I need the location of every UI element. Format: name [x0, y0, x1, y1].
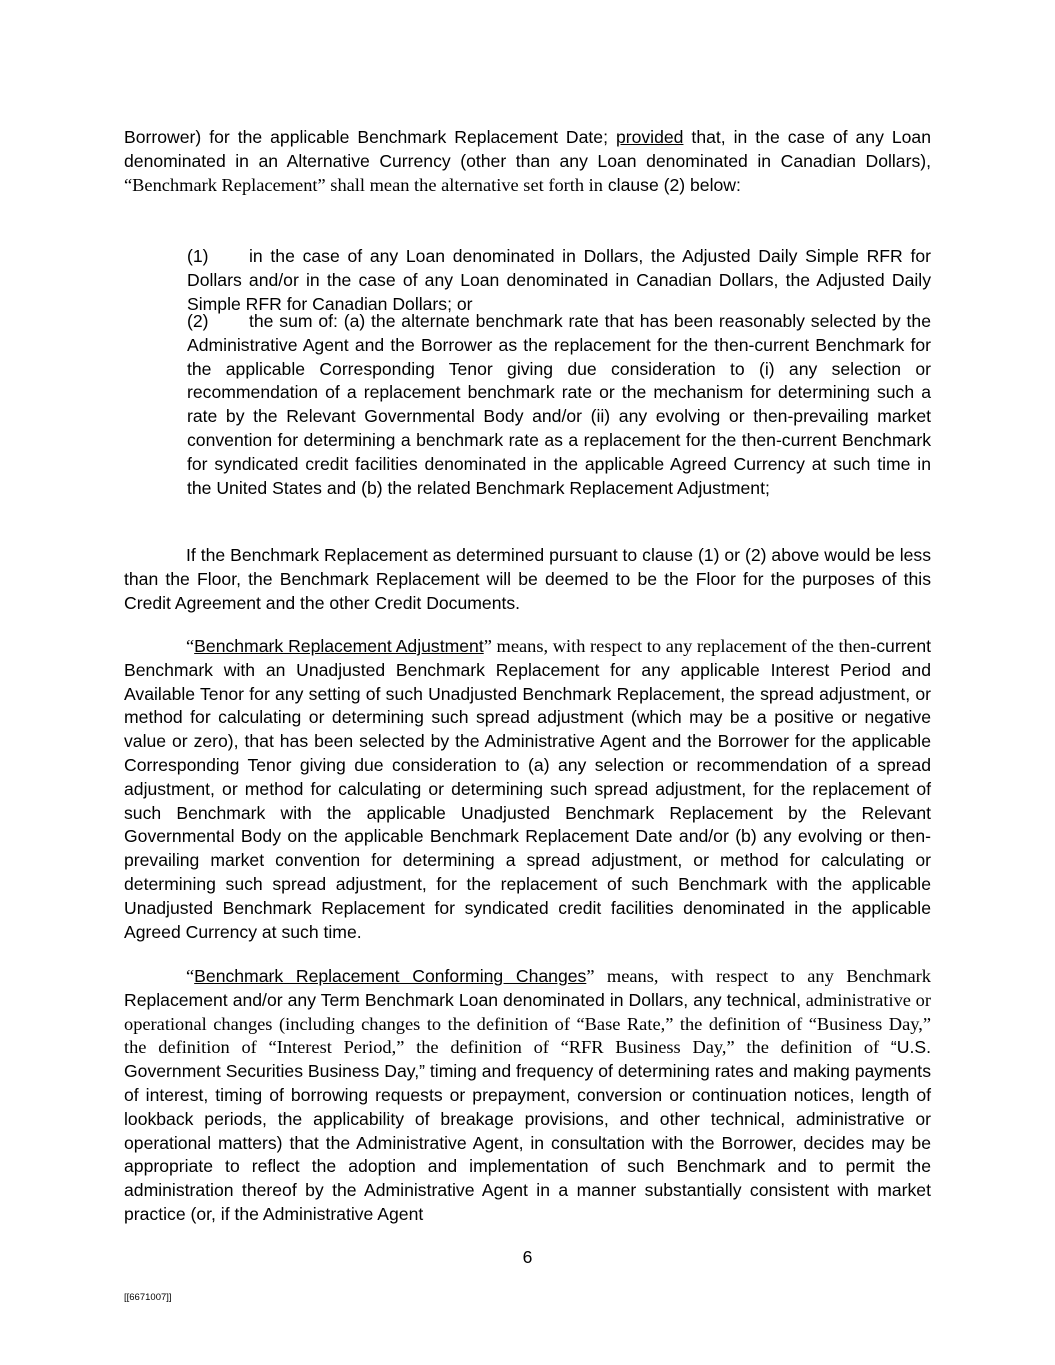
- clause-2: [187, 310, 931, 500]
- benchmark-replacement-adjustment-definition: [124, 635, 931, 944]
- clause-1-number: (1): [187, 246, 209, 266]
- intro-text-4: clause (2) below:: [602, 174, 741, 195]
- floor-paragraph: If the Benchmark Replacement as determined pursuant to clause (1) or (2) above would be less than the Floor, the Benchmark Replacement will be deemed to be the Floor for the purposes of this Credit Agreement and the other Credit Documents.: [124, 545, 931, 613]
- conforming-lead: ” means, with respect to any Benchmark: [586, 966, 931, 986]
- conforming-body-1: Replacement and/or any Term Benchmark Loan denominated in Dollars, any technical,: [124, 989, 801, 1010]
- document-id: [[6671007]]: [124, 1292, 172, 1303]
- clause-2-text: the sum of: (a) the alternate benchmark rate that has been reasonably selected by the Administrative Agent and the Borrower as the replacement for the then-current Benchmark for the applicable Corresponding Tenor giving due consideration to (i) any selection or recommendation of a replacement benchmark rate or the mechanism for determining such a rate by the Relevant Governmental Body and/or (ii) any evolving or then-prevailing market convention for determining a benchmark rate as a replacement for the then-current Benchmark for syndicated credit facilities denominated in the applicable Agreed Currency at such time in the United States and (b) the related Benchmark Replacement Adjustment;: [187, 311, 931, 498]
- conforming-open-quote: “: [186, 966, 195, 986]
- adjustment-lead: ” means, with respect to any replacement of the then-: [483, 636, 877, 656]
- conforming-term: Benchmark Replacement Conforming Changes: [194, 966, 587, 986]
- page-number: 6: [522, 1247, 533, 1267]
- clause-2-number: (2): [187, 311, 209, 331]
- conforming-body-3: “U.S. Government Securities Business Day,” timing and frequency of determining rates and making payments of interest, timing of borrowing requests or prepayment, conversion or continuation notices, length of lookback periods, the applicability of breakage provisions, and other technical, administrative or operational matters) that the Administrative Agent, in consultation with the Borrower, decides may be appropriate to reflect the adoption and implementation of such Benchmark and to permit the administration thereof by the Administrative Agent in a manner substantially consistent with market practice (or, if the Administrative Agent: [124, 1037, 931, 1224]
- adjustment-body: current Benchmark with an Unadjusted Benchmark Replacement for any applicable Interest Period and Available Tenor for any setting of such Unadjusted Benchmark Replacement, the spread adjustment, or method for calculating or determining such spread adjustment (which may be a positive or negative value or zero), that has been selected by the Administrative Agent and the Borrower for the applicable Corresponding Tenor giving due consideration to (a) any selection or recommendation of a spread adjustment, or method for calculating or determining such spread adjustment, for the replacement of such Benchmark with the applicable Unadjusted Benchmark Replacement by the Relevant Governmental Body on the applicable Benchmark Replacement Date and/or (b) any evolving or then-prevailing market convention for determining a spread adjustment, or method for calculating or determining such spread adjustment, for the replacement of such Benchmark with the applicable Unadjusted Benchmark Replacement for syndicated credit facilities denominated in the applicable Agreed Currency at such time.: [124, 636, 931, 942]
- provided-term: provided: [615, 127, 684, 147]
- adjustment-term: Benchmark Replacement Adjustment: [194, 636, 484, 656]
- intro-text-1: Borrower) for the applicable Benchmark Replacement Date;: [124, 127, 616, 147]
- intro-text-3: “Benchmark Replacement” shall mean the alternative set forth in: [124, 174, 603, 195]
- conforming-body-2: administrative or operational changes (including changes to the definition of “Base Rate,” the definition of “Business Day,” the definition of “Interest Period,” the definition of “RFR Business Day,” the definition of: [124, 989, 931, 1058]
- clause-1: [187, 245, 931, 316]
- benchmark-replacement-conforming-changes-definition: [124, 965, 931, 1227]
- intro-paragraph: [124, 126, 931, 197]
- intro-text-2: that, in the case of any Loan denominated in an Alternative Currency (other than any Loan denominated in Canadian Dollars),: [124, 127, 931, 171]
- adjustment-open-quote: “: [186, 636, 195, 656]
- clause-1-text: in the case of any Loan denominated in Dollars, the Adjusted Daily Simple RFR for Dollars and/or in the case of any Loan denominated in Canadian Dollars, the Adjusted Daily Simple RFR for Canadian Dollars; or: [187, 246, 931, 314]
